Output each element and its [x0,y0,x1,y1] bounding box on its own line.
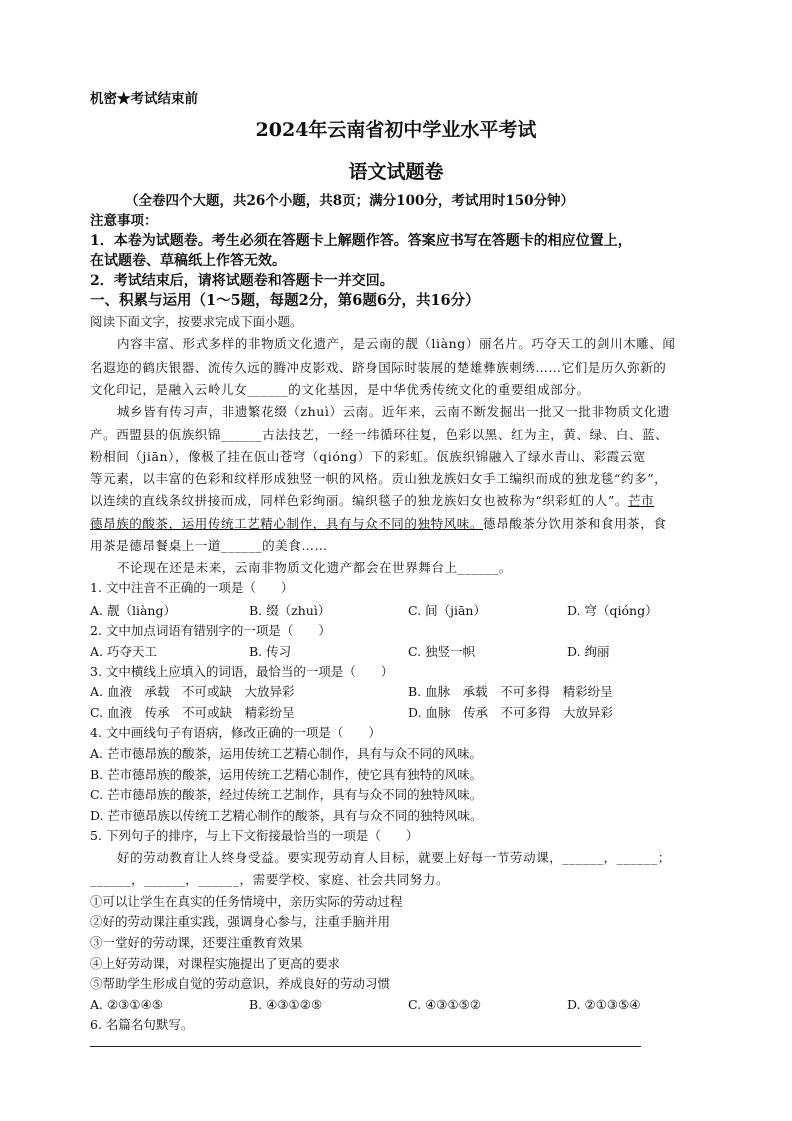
question-1-option-d[interactable]: D. 穹（qióng） [567,603,658,618]
question-5-item-3: ③一堂好的劳动课，还要注重教育效果 [90,935,303,950]
question-4-option-b[interactable]: B. 芒市德昂族的酸茶，运用传统工艺精心制作，使它具有独特的风味。 [90,767,483,782]
question-5-passage-line-1: 好的劳动教育让人终身受益。要实现劳动育人目标，就要上好每一节劳动课，______，______； [117,850,671,865]
question-4-option-d[interactable]: D. 芒市德昂族以传统工艺精心制作的酸茶，具有与众不同的独特风味。 [90,808,483,823]
question-4-stem: 4. 文中画线句子有语病，修改正确的一项是（ ） [90,725,381,740]
question-3-stem: 3. 文中横线上应填入的词语，最恰当的一项是（ ） [90,664,394,679]
confidential-label: 机密★考试结束前 [90,91,198,107]
passage-p2-line-6-rest: 德昂酸茶分饮用茶和食用茶，食 [483,516,667,531]
notice-item-1-line-1: 1．本卷为试题卷。考生必须在答题卡上解题作答。答案应书写在答题卡的相应位置上， [90,233,632,249]
question-2-option-a[interactable]: A. 巧夺天工 [90,644,157,659]
section-1-heading: 一、积累与运用（1～5题，每题2分，第6题6分，共16分） [90,292,480,309]
question-5-item-2: ②好的劳动课注重实践，强调身心参与，注重手脑并用 [90,914,391,929]
passage-p2-line-5 [90,492,654,510]
question-5-option-c[interactable]: C. ④③①⑤② [408,997,482,1012]
question-2-option-b[interactable]: B. 传习 [249,644,292,659]
passage-p2-line-6 [90,515,666,533]
question-5-option-b[interactable]: B. ④③①②⑤ [249,997,323,1012]
notice-item-2: 2．考试结束后，请将试题卷和答题卡一并交回。 [90,273,394,289]
question-2-option-d[interactable]: D. 绚丽 [567,644,610,659]
passage-p1-line-3: 文化印记，是融入云岭儿女______的文化基因，是中华优秀传统文化的重要组成部分。 [90,382,590,397]
passage-p3: 不论现在还是未来，云南非物质文化遗产都会在世界舞台上______。 [117,560,512,575]
question-5-option-d[interactable]: D. ②①③⑤④ [567,997,641,1012]
passage-p1-line-2: 名遐迩的鹤庆银器、流传久远的腾冲皮影戏、跻身国际时装展的楚雄彝族刺绣……它们是历久弥新的 [90,360,667,375]
page-divider [90,1046,641,1047]
question-1-option-c[interactable]: C. 间（jiān） [408,603,486,618]
question-1-option-b[interactable]: B. 缀（zhuì） [249,603,331,618]
question-5-item-4: ④上好劳动课，对课程实施提出了更高的要求 [90,956,341,971]
question-1-option-a[interactable]: A. 靓（liàng） [90,603,176,618]
notice-item-1-line-2: 在试题卷、草稿纸上作答无效。 [90,253,286,269]
passage-p2-line-3: 粉相间（jiān），像极了挂在佤山苍穹（qióng）下的彩虹。佤族织锦融入了绿水青山、彩霞云宽 [90,449,646,464]
underlined-sentence: 德昂族的酸茶，运用传统工艺精心制作，具有与众不同的独特风味。 [90,516,484,531]
passage-p2-line-4: 等元素，以丰富的色彩和纹样形成独竖一帜的风格。贡山独龙族妇女手工编织而成的独龙毯“约多”， [90,471,668,486]
passage-p2-line-1: 城乡皆有传习声，非遗繁花缀（zhuì）云南。近年来，云南不断发掘出一批又一批非物质文化遗 [117,404,671,419]
question-5-option-a[interactable]: A. ②③①④⑤ [90,997,164,1012]
paper-subtitle: 语文试题卷 [348,161,444,183]
section-1-instruction: 阅读下面文字，按要求完成下面小题。 [90,314,303,329]
question-2-stem: 2. 文中加点词语有错别字的一项是（ ） [90,623,331,638]
question-3-option-b[interactable]: B. 血脉 承载 不可多得 精彩纷呈 [408,684,613,699]
question-6-stem: 6. 名篇名句默写。 [90,1017,194,1032]
notice-heading: 注意事项： [90,213,158,229]
question-3-option-a[interactable]: A. 血液 承载 不可或缺 大放异彩 [90,684,295,699]
question-2-option-c[interactable]: C. 独竖一帜 [408,644,476,659]
passage-p1-line-1: 内容丰富、形式多样的非物质文化遗产，是云南的靓（liàng）丽名片。巧夺天工的剑川木雕、闻 [117,336,676,351]
underlined-sentence-start: 芒市 [627,493,655,508]
exam-info: （全卷四个大题，共26个小题，共8页；满分100分，考试用时150分钟） [125,193,575,209]
question-3-option-d[interactable]: D. 血脉 传承 不可多得 大放异彩 [408,705,614,720]
exam-title: 2024年云南省初中学业水平考试 [255,119,537,141]
passage-p2-line-7: 用茶是德昂餐桌上一道______的美食…… [90,538,328,553]
passage-p2-line-2: 产。西盟县的佤族织锦______古法技艺，一经一纬循环往复，色彩以黑、红为主，黄、绿、白、蓝、 [90,427,669,442]
passage-p2-line-5-text: 以连续的直线条纹拼接而成，同样色彩绚丽。编织毯子的独龙族妇女也被称为“织彩虹的人”。 [90,493,628,508]
question-1-stem: 1. 文中注音不正确的一项是（ ） [90,580,294,595]
question-5-stem: 5. 下列句子的排序，与上下文衔接最恰当的一项是（ ） [90,828,419,843]
question-5-passage-line-2: ______，______，______，需要学校、家庭、社会共同努力。 [90,872,450,887]
question-4-option-a[interactable]: A. 芒市德昂族的酸茶，运用传统工艺精心制作，具有与众不同的风味。 [90,746,482,761]
question-5-item-1: ①可以让学生在真实的任务情境中，亲历实际的劳动过程 [90,894,403,909]
question-3-option-c[interactable]: C. 血液 传承 不可或缺 精彩纷呈 [90,705,295,720]
question-4-option-c[interactable]: C. 芒市德昂族的酸茶，经过传统工艺制作，具有与众不同的独特风味。 [90,787,483,802]
question-5-item-5: ⑤帮助学生形成自觉的劳动意识，养成良好的劳动习惯 [90,976,391,991]
